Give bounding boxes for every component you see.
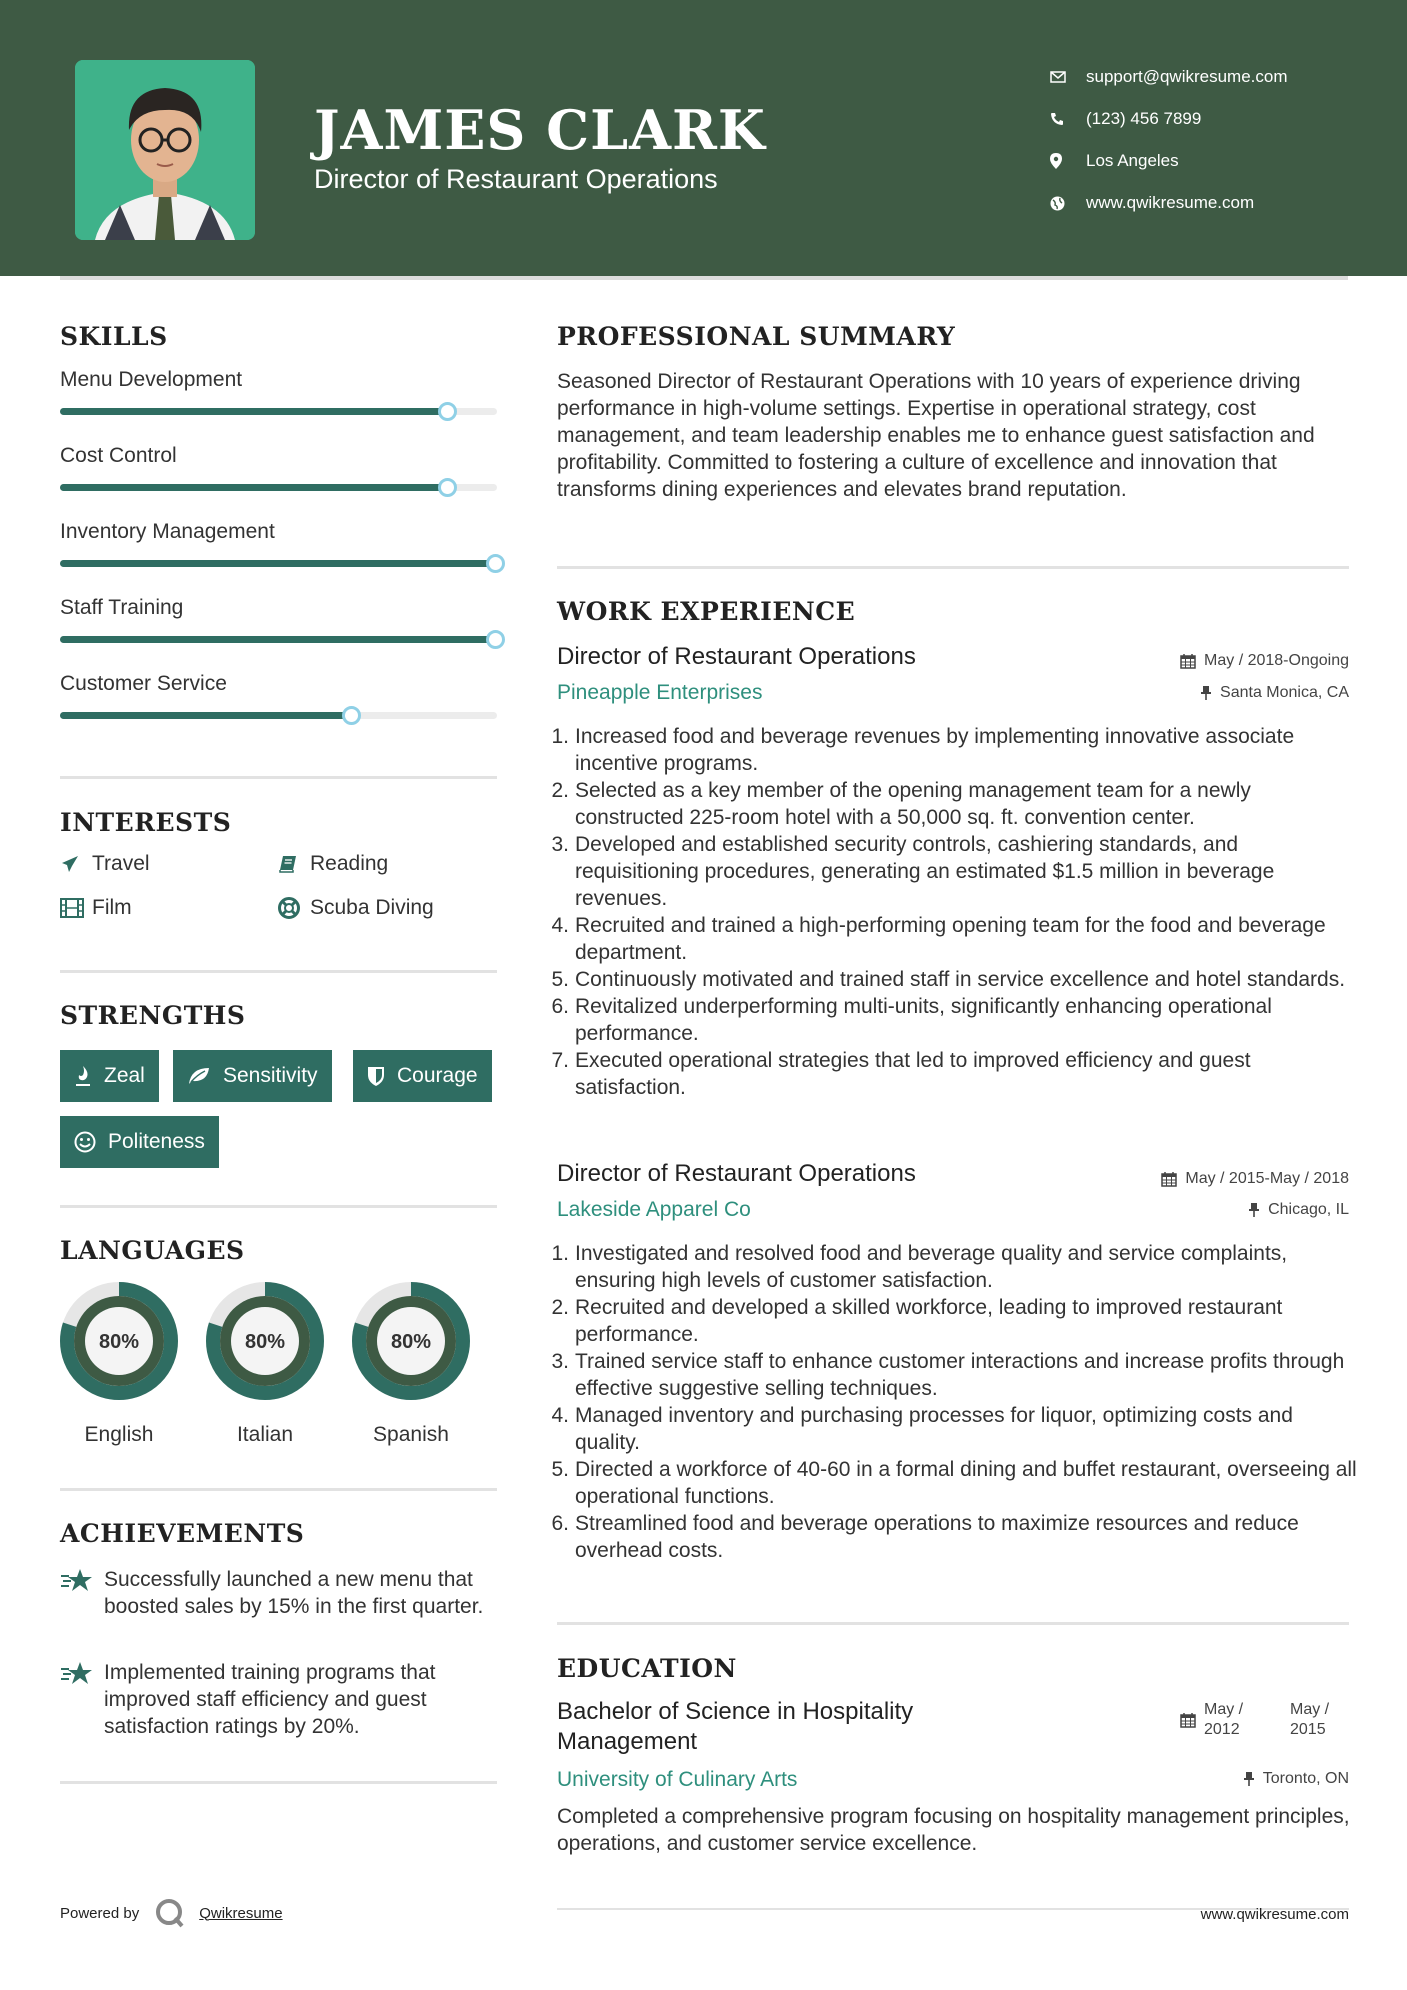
skill-bar [60, 408, 497, 415]
duty-text: Developed and established security controls, cashiering standards, and requisitioning procedures, generating an estimated $1.5 million in beverage revenues. [575, 833, 1275, 910]
flame-icon [74, 1065, 92, 1087]
job-company: Pineapple Enterprises [557, 681, 763, 704]
skill-bar-fill [60, 408, 449, 415]
duty-item: 5. Continuously motivated and trained staff in service excellence and hotel standards. [551, 968, 1346, 991]
language-ring [204, 1280, 326, 1402]
book-icon [278, 854, 310, 874]
job-title: Director of Restaurant Operations [557, 643, 916, 670]
duty-text: Recruited and developed a skilled workforce, leading to improved restaurant performance. [575, 1296, 1283, 1346]
section-divider [557, 566, 1349, 569]
contact-location [1050, 140, 1288, 182]
duty-item: 2. Selected as a key member of the opening management team for a newly constructed 225-room hotel with a 50,000 sq. ft. convention center. [557, 777, 1357, 831]
duty-item: 7. Executed operational strategies that led to improved efficiency and guest satisfaction. [557, 1047, 1357, 1101]
section-divider [60, 1488, 497, 1491]
contact-location-text: Los Angeles [1086, 151, 1179, 170]
calendar-icon [1161, 1171, 1177, 1187]
language-percent: 80% [244, 1331, 286, 1353]
job-dates [1161, 1170, 1349, 1188]
envelope-icon [1050, 71, 1086, 83]
strength-label: Sensitivity [223, 1064, 318, 1087]
duty-item: 2. Recruited and developed a skilled workforce, leading to improved restaurant performance. [557, 1294, 1357, 1348]
job-location-text: Chicago, IL [1268, 1201, 1349, 1218]
contact-email[interactable] [1050, 56, 1288, 98]
duty-item: 1. Increased food and beverage revenues by implementing innovative associate incentive programs. [557, 723, 1357, 777]
strength-label: Courage [397, 1064, 478, 1087]
globe-icon [1050, 196, 1086, 211]
strength-tag-courage [353, 1050, 492, 1102]
education-degree: Bachelor of Science in Hospitality Management [557, 1698, 914, 1755]
job-dates-text: May / 2015-May / 2018 [1185, 1170, 1349, 1187]
skill-item [60, 520, 497, 544]
experience-heading: WORK EXPERIENCE [557, 597, 856, 626]
education-start: May / 2012 [1204, 1701, 1244, 1738]
strength-label: Zeal [104, 1064, 145, 1087]
duty-item: 1. Investigated and resolved food and beverage quality and service complaints, ensuring high levels of customer satisfaction. [557, 1240, 1357, 1294]
life-ring-icon [278, 897, 310, 919]
contact-email-text: support@qwikresume.com [1086, 67, 1288, 86]
duty-item: 6. Revitalized underperforming multi-units, significantly enhancing operational performance. [557, 993, 1357, 1047]
strengths-heading: STRENGTHS [60, 1001, 246, 1030]
interest-film [60, 896, 132, 920]
duty-item: 3. Trained service staff to enhance customer interactions and increase profits through effective suggestive selling techniques. [557, 1348, 1357, 1402]
language-name: Italian [236, 1423, 294, 1446]
achievements-heading: ACHIEVEMENTS [60, 1519, 305, 1548]
duty-item: 4. Managed inventory and purchasing processes for liquor, optimizing costs and quality. [557, 1402, 1357, 1456]
job-dates-text: May / 2018-Ongoing [1204, 652, 1349, 669]
skill-item [60, 596, 497, 620]
strength-label: Politeness [108, 1130, 205, 1153]
star-icon [60, 1659, 104, 1740]
strength-tag-sensitivity [173, 1050, 332, 1102]
duty-text: Investigated and resolved food and beverage quality and service complaints, ensuring high levels of customer satisfaction. [575, 1242, 1288, 1292]
skill-label: Menu Development [60, 368, 243, 391]
footer-url[interactable]: www.qwikresume.com [1200, 1906, 1349, 1923]
language-percent: 80% [98, 1331, 140, 1353]
language-name: English [84, 1423, 154, 1446]
skill-label: Cost Control [60, 444, 177, 467]
job-location [1200, 684, 1349, 702]
profile-photo [75, 60, 255, 240]
interest-label: Reading [310, 852, 389, 875]
skill-item [60, 368, 497, 392]
footer-powered-by [60, 1898, 283, 1928]
achievement-item [60, 1566, 500, 1620]
contact-list [1050, 56, 1288, 224]
job-dates [1180, 652, 1349, 670]
candidate-name: JAMES CLARK [314, 98, 766, 162]
summary-heading: PROFESSIONAL SUMMARY [557, 322, 956, 351]
language-name: Spanish [373, 1423, 449, 1446]
skill-bar-fill [60, 484, 449, 491]
interest-travel [60, 852, 150, 876]
skill-bar-knob [342, 706, 361, 725]
smile-icon [74, 1131, 96, 1153]
skill-label: Inventory Management [60, 520, 275, 543]
duty-text: Managed inventory and purchasing processes for liquor, optimizing costs and quality. [575, 1404, 1293, 1454]
duty-item: 6. Streamlined food and beverage operations to maximize resources and reduce overhead costs. [557, 1510, 1357, 1564]
education-school: University of Culinary Arts [557, 1768, 798, 1791]
duty-text: Revitalized underperforming multi-units, significantly enhancing operational performance. [575, 995, 1272, 1045]
duty-text: Increased food and beverage revenues by implementing innovative associate incentive programs. [575, 725, 1295, 775]
education-heading: EDUCATION [557, 1654, 737, 1683]
interest-reading [278, 852, 388, 876]
shield-icon [367, 1065, 385, 1087]
star-icon [60, 1566, 104, 1620]
language-italian [204, 1280, 326, 1447]
interest-label: Film [92, 896, 132, 919]
pushpin-icon [1248, 1202, 1260, 1218]
job-title: Director of Restaurant Operations [557, 1160, 916, 1187]
contact-phone-text: (123) 456 7899 [1086, 109, 1202, 128]
calendar-icon [1180, 653, 1196, 669]
film-icon [60, 898, 92, 918]
duty-text: Selected as a key member of the opening management team for a newly constructed 225-room hotel with a 50,000 sq. ft. convention center. [575, 779, 1251, 829]
job-duties [551, 723, 1357, 1101]
skill-label: Customer Service [60, 672, 227, 695]
language-english [58, 1280, 180, 1447]
footer-brand-link[interactable]: Qwikresume [199, 1904, 283, 1922]
duty-item: 3. Developed and established security controls, cashiering standards, and requisitioning procedures, generating an estimated $1.5 million in beverage revenues. [557, 831, 1357, 912]
skill-bar [60, 560, 497, 567]
achievement-item [60, 1659, 500, 1740]
airplane-icon [60, 854, 92, 874]
strength-tag-zeal [60, 1050, 159, 1102]
contact-website[interactable] [1050, 182, 1288, 224]
section-divider [60, 776, 497, 779]
duty-item: 4. Recruited and trained a high-performing opening team for the food and beverage department. [557, 912, 1357, 966]
section-divider [60, 970, 497, 973]
job-company: Lakeside Apparel Co [557, 1198, 751, 1221]
duty-text: Continuously motivated and trained staff in service excellence and hotel standards. [575, 968, 1346, 991]
pushpin-icon [1243, 1771, 1255, 1787]
section-divider [60, 1781, 497, 1784]
duty-text: Recruited and trained a high-performing opening team for the food and beverage department. [575, 914, 1326, 964]
job-duties [551, 1240, 1357, 1564]
skill-bar [60, 484, 497, 491]
calendar-icon [1180, 1700, 1196, 1740]
skill-item [60, 444, 497, 468]
job-location [1248, 1201, 1349, 1219]
contact-website-text: www.qwikresume.com [1086, 193, 1255, 212]
phone-icon [1050, 112, 1086, 126]
skill-item [60, 672, 497, 696]
duty-text: Streamlined food and beverage operations to maximize resources and reduce overhead costs. [575, 1512, 1299, 1562]
strength-tag-politeness [60, 1116, 219, 1168]
pushpin-icon [1200, 685, 1212, 701]
duty-item: 5. Directed a workforce of 40-60 in a formal dining and buffet restaurant, overseeing all operational functions. [551, 1458, 1357, 1508]
education-description: Completed a comprehensive program focusing on hospitality management principles, operations, and customer service excellence. [557, 1805, 1350, 1855]
duty-text: Directed a workforce of 40-60 in a formal dining and buffet restaurant, overseeing all operational functions. [575, 1458, 1357, 1508]
education-location [1243, 1770, 1349, 1788]
interest-scuba-diving [278, 896, 434, 920]
section-divider [557, 1622, 1349, 1625]
job-location-text: Santa Monica, CA [1220, 684, 1349, 701]
skill-bar-knob [438, 478, 457, 497]
candidate-title: Director of Restaurant Operations [314, 164, 718, 194]
skill-bar-knob [486, 554, 505, 573]
achievement-text: Implemented training programs that improved staff efficiency and guest satisfaction ratings by 20%. [104, 1661, 436, 1738]
skill-bar-fill [60, 712, 353, 719]
header-banner [0, 0, 1407, 276]
summary-text: Seasoned Director of Restaurant Operations with 10 years of experience driving performance in high-volume settings. Expertise in operational strategy, cost management, and team leadership enables me to enhance guest satisfaction and profitability. Committed to fostering a culture of excellence and innovation that transforms dining experiences and elevates brand reputation. [557, 370, 1315, 501]
header-divider [60, 276, 1348, 280]
qwikresume-logo-icon [155, 1898, 185, 1928]
leaf-icon [187, 1066, 211, 1086]
education-dates [1180, 1700, 1340, 1740]
language-percent: 80% [390, 1331, 432, 1353]
skill-bar-fill [60, 636, 497, 643]
powered-by-text: Powered by [60, 1904, 140, 1922]
education-location-text: Toronto, ON [1262, 1770, 1349, 1787]
map-pin-icon [1050, 153, 1086, 169]
duty-text: Executed operational strategies that led to improved efficiency and guest satisfaction. [575, 1049, 1251, 1099]
duty-text: Trained service staff to enhance customer interactions and increase profits through effective suggestive selling techniques. [575, 1350, 1345, 1400]
skills-heading: SKILLS [60, 322, 168, 351]
interest-label: Travel [92, 852, 150, 875]
section-divider [60, 1205, 497, 1208]
skill-bar [60, 712, 497, 719]
skill-label: Staff Training [60, 596, 184, 619]
language-ring [58, 1280, 180, 1402]
achievement-text: Successfully launched a new menu that boosted sales by 15% in the first quarter. [104, 1568, 484, 1618]
education-end: May / 2015 [1290, 1701, 1330, 1738]
contact-phone[interactable] [1050, 98, 1288, 140]
skill-bar-knob [486, 630, 505, 649]
skill-bar [60, 636, 497, 643]
languages-heading: LANGUAGES [60, 1236, 245, 1265]
language-ring [350, 1280, 472, 1402]
skill-bar-fill [60, 560, 497, 567]
interest-label: Scuba Diving [310, 896, 434, 919]
language-spanish [350, 1280, 472, 1447]
skill-bar-knob [438, 402, 457, 421]
interests-heading: INTERESTS [60, 808, 232, 837]
